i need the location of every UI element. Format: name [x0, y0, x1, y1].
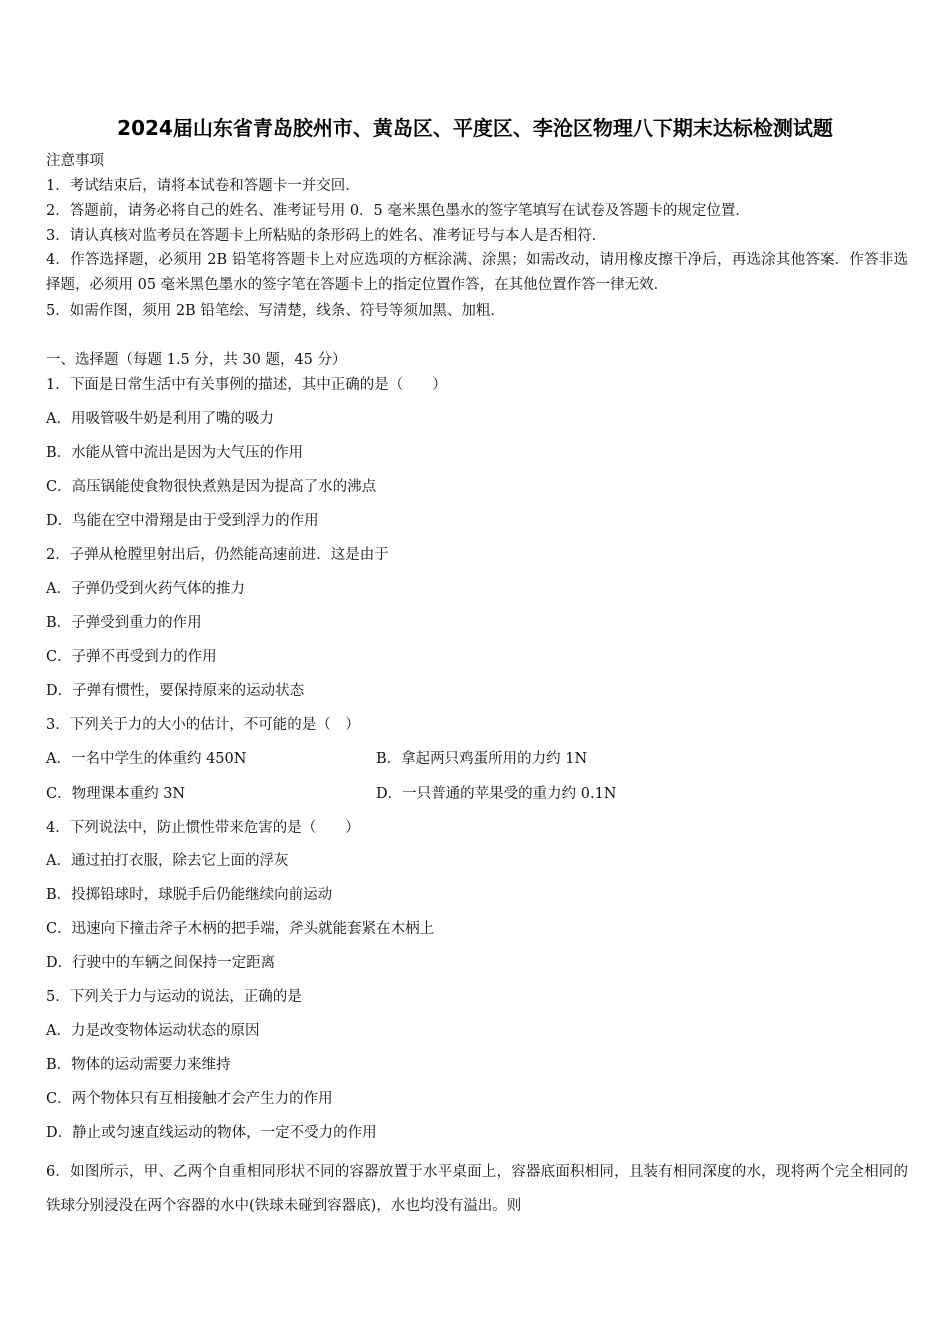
page-title: 2024届山东省青岛胶州市、黄岛区、平度区、李沧区物理八下期末达标检测试题 — [117, 116, 833, 140]
question-2-option-d: D．子弹有惯性，要保持原来的运动状态 — [46, 683, 305, 699]
question-5-option-a: A．力是改变物体运动状态的原因 — [46, 1023, 260, 1039]
notice-item-1: 1．考试结束后，请将本试卷和答题卡一并交回． — [46, 178, 360, 194]
question-1-stem: 1．下面是日常生活中有关事例的描述，其中正确的是（ ） — [46, 377, 447, 393]
question-5-option-d: D．静止或匀速直线运动的物体，一定不受力的作用 — [46, 1125, 377, 1141]
question-6-stem: 6．如图所示，甲、乙两个自重相同形状不同的容器放置于水平桌面上，容器底面积相同，且装有相同深度的水，现将两个完全相同的铁球分别浸没在两个容器的水中(铁球未碰到容器底)，水也均没有溢出。则 — [46, 1164, 908, 1214]
notice-item-2: 2．答题前，请务必将自己的姓名、准考证号用 0．5 毫米黑色墨水的签字笔填写在试卷及答题卡的规定位置． — [46, 203, 750, 219]
question-4-stem: 4．下列说法中，防止惯性带来危害的是（ ） — [46, 820, 360, 836]
question-1-option-b: B．水能从管中流出是因为大气压的作用 — [46, 445, 304, 461]
question-2-option-a: A．子弹仍受到火药气体的推力 — [46, 581, 245, 597]
question-4-option-d: D．行驶中的车辆之间保持一定距离 — [46, 955, 276, 971]
question-1-option-d: D．鸟能在空中滑翔是由于受到浮力的作用 — [46, 513, 319, 529]
question-2-option-b: B．子弹受到重力的作用 — [46, 615, 202, 631]
notice-item-5: 5．如需作图，须用 2B 铅笔绘、写清楚，线条、符号等须加黑、加粗． — [46, 303, 505, 319]
question-4-option-b: B．投掷铅球时，球脱手后仍能继续向前运动 — [46, 887, 333, 903]
notice-item-3: 3．请认真核对监考员在答题卡上所粘贴的条形码上的姓名、准考证号与本人是否相符． — [46, 228, 607, 244]
question-2-stem: 2．子弹从枪膛里射出后，仍然能高速前进．这是由于 — [46, 547, 389, 563]
question-3-stem: 3．下列关于力的大小的估计，不可能的是（ ） — [46, 717, 360, 733]
question-4-option-c: C．迅速向下撞击斧子木柄的把手端，斧头就能套紧在木柄上 — [46, 921, 435, 937]
question-1-option-a: A．用吸管吸牛奶是利用了嘴的吸力 — [46, 411, 274, 427]
question-2-option-c: C．子弹不再受到力的作用 — [46, 649, 217, 665]
question-3-option-a: A．一名中学生的体重约 450N — [46, 751, 247, 767]
question-3-option-d: D．一只普通的苹果受的重力约 0.1N — [376, 786, 617, 802]
question-3-option-b: B．拿起两只鸡蛋所用的力约 1N — [376, 751, 588, 767]
question-5-stem: 5．下列关于力与运动的说法，正确的是 — [46, 989, 302, 1005]
notice-item-4: 4．作答选择题，必须用 2B 铅笔将答题卡上对应选项的方框涂满、涂黑；如需改动，请用橡皮擦干净后，再选涂其他答案．作答非选择题，必须用 05 毫米黑色墨水的签字笔在答题卡上的指定位置作答，在其他位置作答一律无效． — [46, 252, 908, 293]
question-4-option-a: A．通过拍打衣服，除去它上面的浮灰 — [46, 853, 289, 869]
question-5-option-c: C．两个物体只有互相接触才会产生力的作用 — [46, 1091, 333, 1107]
question-3-option-c: C．物理课本重约 3N — [46, 786, 186, 802]
question-5-option-b: B．物体的运动需要力来维持 — [46, 1057, 231, 1073]
notice-heading: 注意事项 — [46, 153, 104, 169]
question-1-option-c: C．高压锅能使食物很快煮熟是因为提高了水的沸点 — [46, 479, 377, 495]
section-heading: 一、选择题（每题 1.5 分，共 30 题，45 分） — [46, 352, 347, 368]
